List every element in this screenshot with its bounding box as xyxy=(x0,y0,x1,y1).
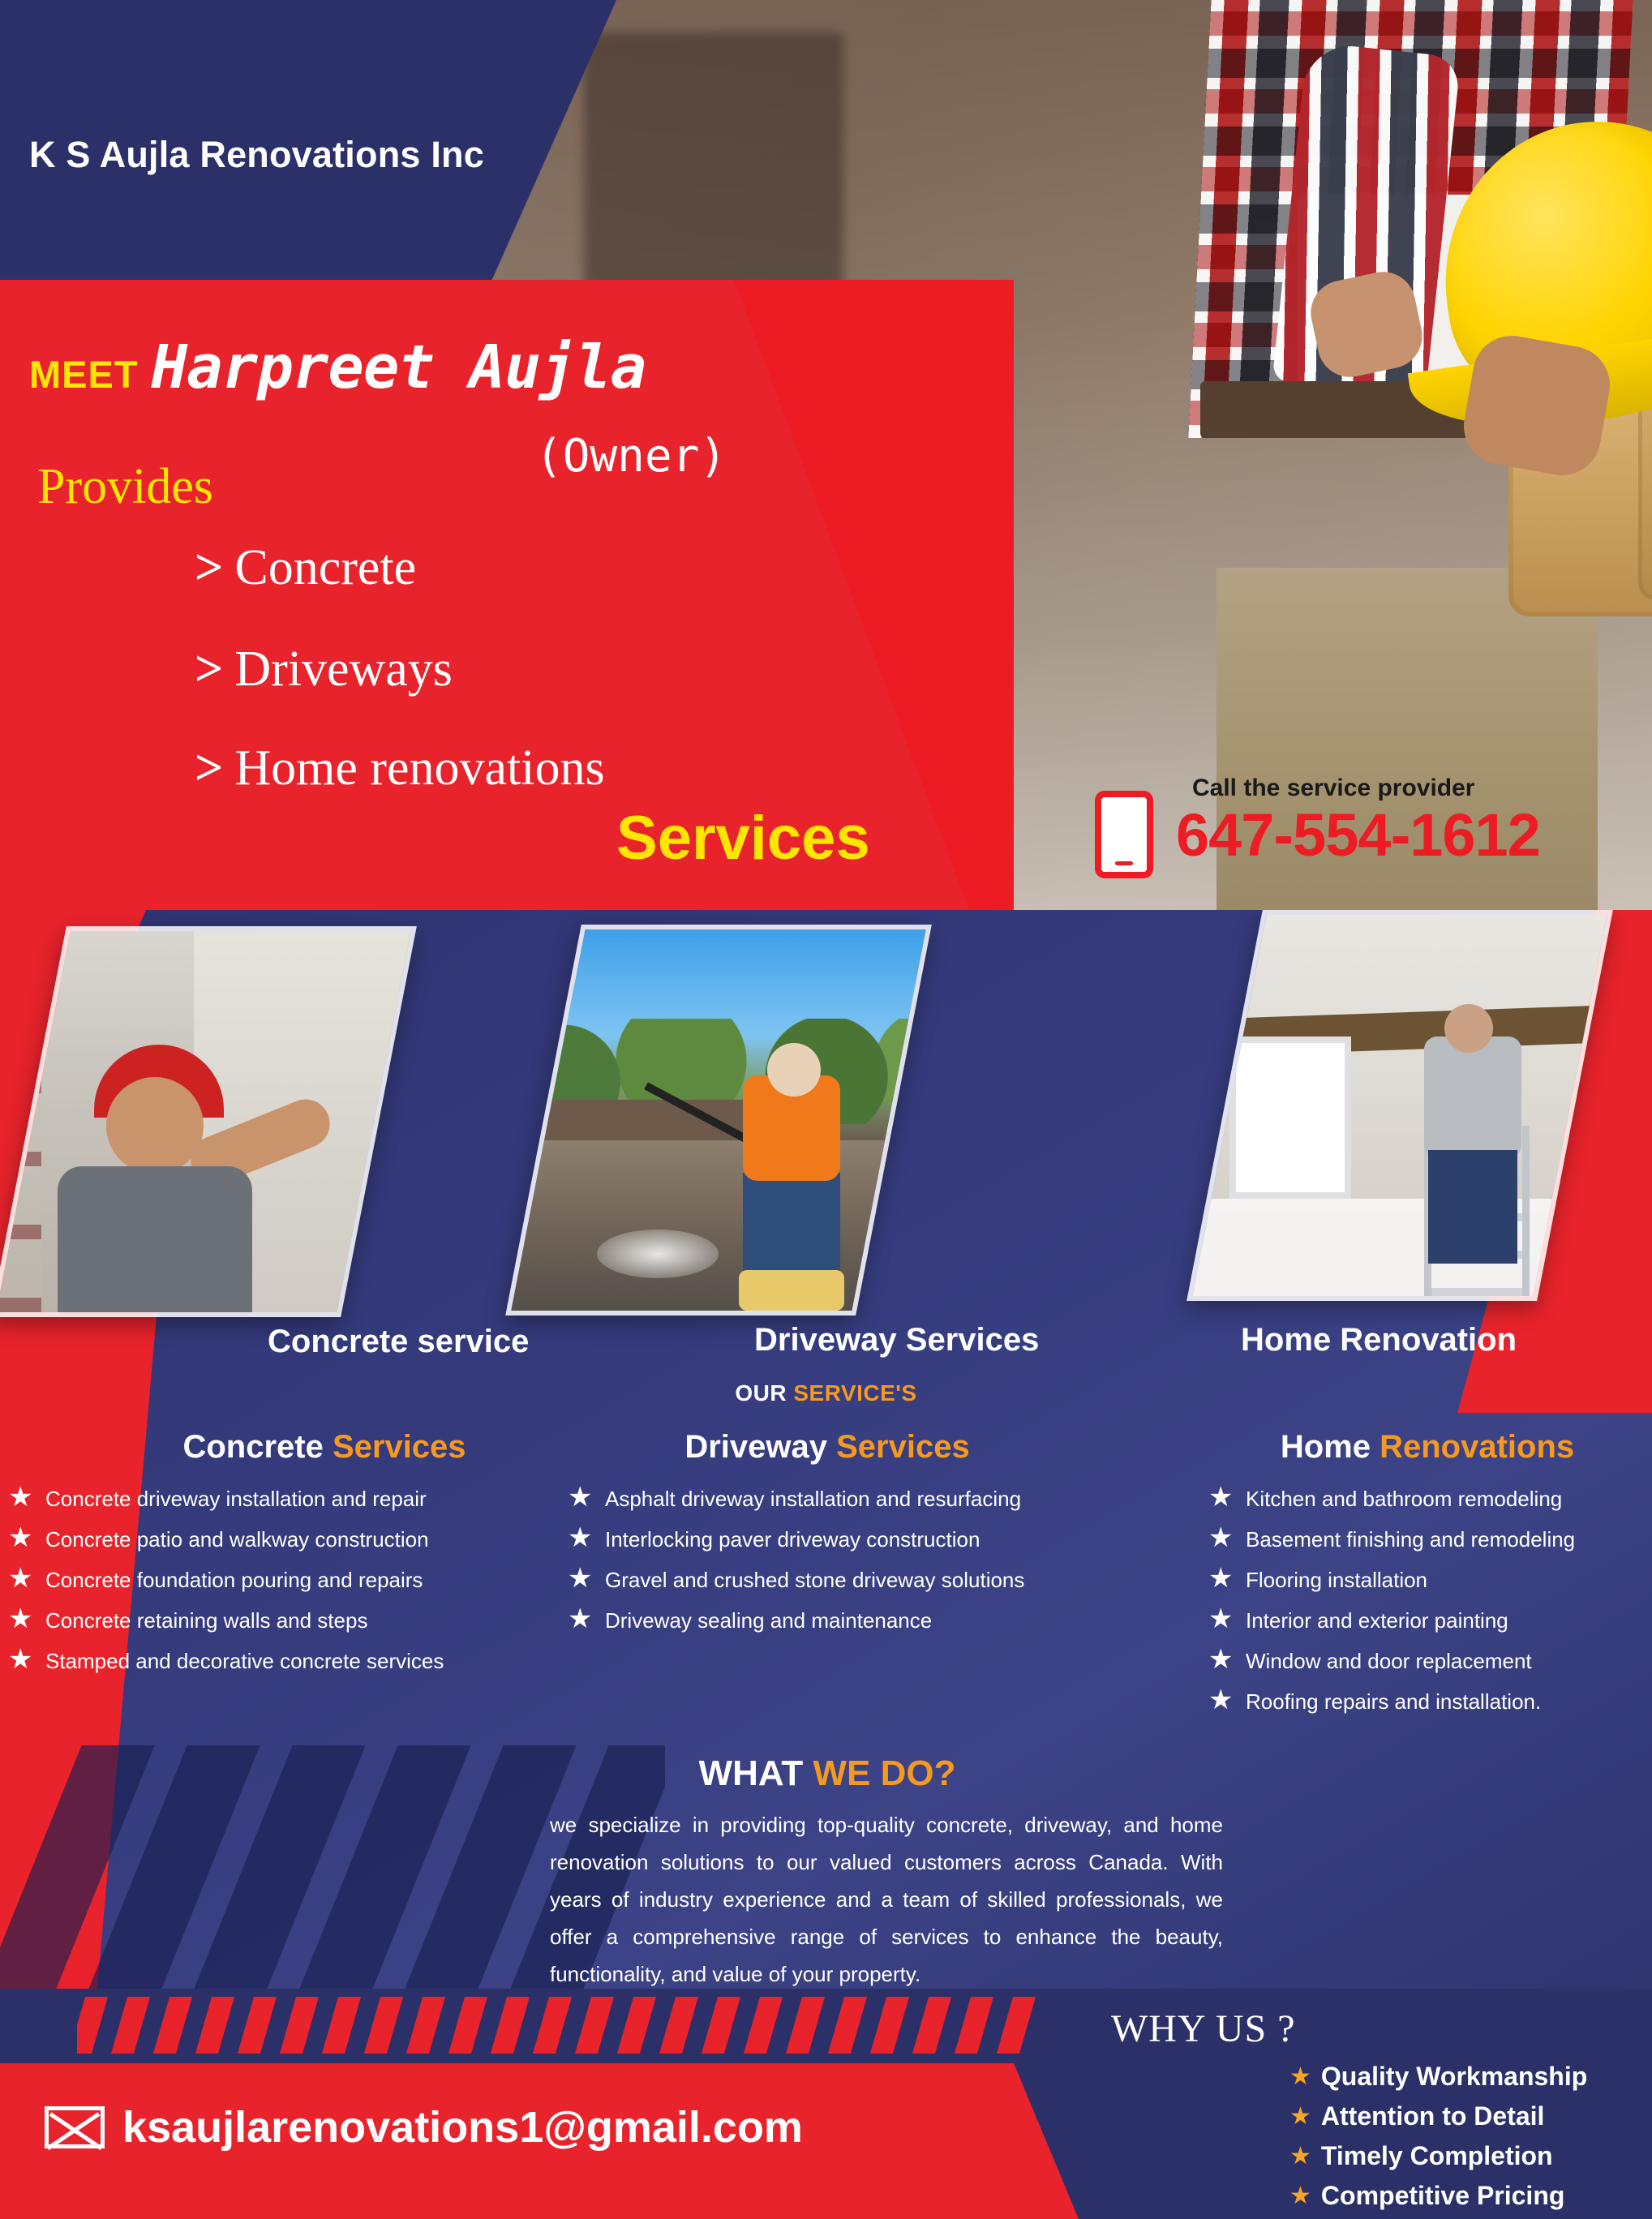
star-icon: ★ xyxy=(8,1563,33,1594)
list-item-label: Basement finishing and remodeling xyxy=(1246,1527,1576,1552)
concrete-worker-photo xyxy=(0,931,417,1312)
list-item xyxy=(1289,2062,1587,2092)
star-icon: ★ xyxy=(1289,2063,1311,2090)
list-item xyxy=(8,1563,527,1594)
list-item-label: Roofing repairs and installation. xyxy=(1246,1689,1542,1714)
star-icon: ★ xyxy=(568,1563,593,1594)
hero-section xyxy=(0,0,1652,910)
envelope-icon xyxy=(45,2106,105,2148)
list-item-label: Interlocking paver driveway construction xyxy=(605,1527,980,1552)
column-title-plain: Concrete xyxy=(182,1429,333,1465)
list-item-label: Driveway sealing and maintenance xyxy=(605,1608,933,1633)
photo-water-spray xyxy=(597,1230,719,1278)
list-item xyxy=(1289,2181,1587,2211)
list-item-label: Kitchen and bathroom remodeling xyxy=(1246,1487,1563,1511)
list-item-label: Concrete patio and walkway construction xyxy=(45,1527,429,1552)
chevron-icon: > xyxy=(195,642,224,697)
what-we-do-title-highlight: WE DO? xyxy=(813,1753,956,1793)
photo-window xyxy=(1229,1037,1351,1199)
list-item xyxy=(8,1603,527,1634)
gallery-caption-renovation: Home Renovation xyxy=(1241,1322,1517,1358)
star-icon: ★ xyxy=(568,1603,593,1634)
phone-contact-block[interactable] xyxy=(1079,775,1598,880)
photo-worker-body xyxy=(1424,1037,1521,1158)
provides-label: Provides xyxy=(37,459,213,514)
list-item-label: Competitive Pricing xyxy=(1320,2181,1565,2210)
company-name: K S Aujla Renovations Inc xyxy=(29,134,484,175)
star-icon: ★ xyxy=(8,1603,33,1634)
list-item xyxy=(1208,1685,1646,1715)
interior-renovation-photo xyxy=(1186,915,1613,1296)
footer-email-row[interactable] xyxy=(45,2102,803,2152)
list-item-label: Stamped and decorative concrete services xyxy=(45,1649,444,1673)
services-section xyxy=(0,910,1652,1989)
meet-label: MEET xyxy=(29,353,139,396)
what-we-do-title-plain: WHAT xyxy=(698,1753,813,1793)
list-item xyxy=(1208,1563,1646,1594)
list-item xyxy=(568,1563,1087,1594)
our-services-highlight: SERVICE'S xyxy=(793,1380,917,1406)
list-item xyxy=(568,1603,1087,1634)
owner-name: Harpreet Aujla xyxy=(151,333,646,402)
email-address[interactable]: ksaujlarenovations1@gmail.com xyxy=(122,2103,803,2152)
bullet-list-driveway xyxy=(568,1482,1087,1634)
column-title-highlight: Renovations xyxy=(1380,1429,1575,1465)
meet-owner-line xyxy=(29,333,646,402)
column-title-highlight: Services xyxy=(836,1429,970,1465)
list-item xyxy=(1208,1644,1646,1675)
list-item-label: Timely Completion xyxy=(1320,2141,1553,2170)
why-us-list xyxy=(1289,2062,1587,2219)
what-we-do-body: we specialize in providing top-quality concrete, driveway, and home renovation solutions to our valued customers across Canada. With years of industry experience and a team of skilled professionals, we offer a comprehensive range of services to enhance the beauty, functionality, and value of your property. xyxy=(550,1813,1223,1986)
list-item xyxy=(1289,2141,1587,2171)
list-item xyxy=(8,1522,527,1553)
star-icon: ★ xyxy=(1208,1522,1234,1553)
what-we-do-title xyxy=(568,1753,1087,1794)
photo-driveway-ground xyxy=(505,1140,932,1311)
photo-worker-head xyxy=(106,1077,204,1174)
list-item-label: Window and door replacement xyxy=(1246,1649,1532,1673)
gallery-caption-concrete: Concrete service xyxy=(268,1324,530,1359)
star-icon: ★ xyxy=(1208,1685,1234,1715)
services-column-renovation xyxy=(1208,1429,1646,1728)
list-item-label: Interior and exterior painting xyxy=(1246,1608,1508,1633)
mobile-phone-icon xyxy=(1095,791,1153,878)
provides-item-home-renovations xyxy=(195,740,605,797)
why-us-title: WHY US ? xyxy=(1111,2007,1296,2050)
footer-section xyxy=(0,1989,1652,2219)
star-icon: ★ xyxy=(1289,2183,1311,2209)
star-icon: ★ xyxy=(1208,1603,1234,1634)
provides-item-label: Driveways xyxy=(234,642,453,697)
list-item-label: Flooring installation xyxy=(1246,1568,1428,1592)
gallery-photo-driveway xyxy=(505,925,932,1316)
services-column-driveway xyxy=(568,1429,1087,1647)
column-title-renovation xyxy=(1208,1429,1646,1466)
list-item-label: Asphalt driveway installation and resurfacing xyxy=(605,1487,1022,1511)
photo-worker-head xyxy=(1444,1004,1493,1053)
provides-item-concrete xyxy=(195,539,416,597)
column-title-highlight: Services xyxy=(332,1429,466,1465)
provides-item-label: Concrete xyxy=(234,540,417,595)
list-item xyxy=(8,1482,527,1513)
driveway-pressure-washing-photo xyxy=(505,929,932,1311)
list-item xyxy=(568,1482,1087,1513)
bullet-list-concrete xyxy=(8,1482,527,1675)
list-item-label: Concrete foundation pouring and repairs xyxy=(45,1568,423,1592)
gallery-photo-concrete xyxy=(0,926,417,1317)
footer-stripe-decoration xyxy=(77,1997,1050,2054)
star-icon: ★ xyxy=(1208,1644,1234,1675)
our-services-pre: OUR xyxy=(735,1380,794,1406)
owner-role: (Owner) xyxy=(535,430,727,483)
photo-worker-boots xyxy=(739,1270,844,1311)
services-word: Services xyxy=(616,804,870,873)
our-services-heading xyxy=(0,1380,1652,1406)
provides-item-label: Home renovations xyxy=(234,740,605,796)
column-title-plain: Home xyxy=(1280,1429,1380,1465)
list-item xyxy=(568,1522,1087,1553)
chevron-icon: > xyxy=(195,740,224,796)
list-item-label: Gravel and crushed stone driveway solutions xyxy=(605,1568,1025,1592)
star-icon: ★ xyxy=(1289,2103,1311,2130)
column-title-driveway xyxy=(568,1429,1087,1466)
list-item xyxy=(1289,2101,1587,2131)
photo-worker-head xyxy=(767,1043,821,1097)
star-icon: ★ xyxy=(8,1522,33,1553)
list-item-label: Concrete driveway installation and repair xyxy=(45,1487,427,1511)
column-title-concrete xyxy=(122,1429,527,1466)
list-item-label: Quality Workmanship xyxy=(1320,2062,1588,2091)
gallery-caption-driveway: Driveway Services xyxy=(754,1322,1040,1358)
worker-hand-holding-helmet xyxy=(1457,329,1616,481)
star-icon: ★ xyxy=(1208,1563,1234,1594)
star-icon: ★ xyxy=(568,1482,593,1513)
star-icon: ★ xyxy=(8,1644,33,1675)
chevron-icon: > xyxy=(195,540,224,595)
phone-number[interactable]: 647-554-1612 xyxy=(1176,801,1540,869)
list-item xyxy=(1208,1522,1646,1553)
star-icon: ★ xyxy=(8,1482,33,1513)
list-item-label: Concrete retaining walls and steps xyxy=(45,1608,368,1633)
photo-worker-legs xyxy=(743,1173,840,1278)
bullet-list-renovation xyxy=(1208,1482,1646,1715)
list-item xyxy=(8,1644,527,1675)
photo-worker-pants xyxy=(1428,1150,1517,1264)
photo-worker-body xyxy=(58,1166,252,1317)
list-item xyxy=(1208,1603,1646,1634)
call-label: Call the service provider xyxy=(1192,775,1475,801)
star-icon: ★ xyxy=(1289,2143,1311,2170)
provides-item-driveways xyxy=(195,641,453,698)
star-icon: ★ xyxy=(568,1522,593,1553)
column-title-plain: Driveway xyxy=(684,1429,837,1465)
services-column-concrete xyxy=(8,1429,527,1688)
star-icon: ★ xyxy=(1208,1482,1234,1513)
list-item xyxy=(1208,1482,1646,1513)
list-item-label: Attention to Detail xyxy=(1320,2101,1545,2131)
